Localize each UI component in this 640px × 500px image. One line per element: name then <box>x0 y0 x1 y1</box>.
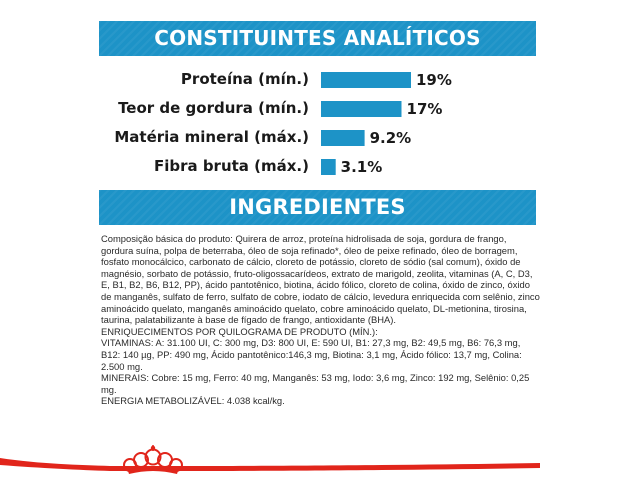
ingredients-title-banner: INGREDIENTES <box>99 190 536 225</box>
category-label: Matéria mineral (máx.) <box>114 128 309 146</box>
category-label: Fibra bruta (máx.) <box>153 157 309 175</box>
data-bar <box>321 101 402 117</box>
analytics-title-banner: CONSTITUINTES ANALÍTICOS <box>99 21 536 56</box>
category-label: Teor de gordura (mín.) <box>118 99 309 117</box>
data-bar <box>321 159 336 175</box>
crown-lobe <box>170 459 182 471</box>
value-label: 19% <box>416 71 452 89</box>
vitamins-line: VITAMINAS: A: 31.100 UI, C: 300 mg, D3: 800 UI, E: 590 UI, B1: 27,3 mg, B2: 49,5 mg, B6: 76,3 mg, B12: 140 µg, PP: 490 mg, Ácido pantotênico:146,3 mg, Biotina: 3,1 mg, Ácido fólico: 13,7 mg, Colina: 2.500 mg. <box>101 337 522 372</box>
value-label: 3.1% <box>340 158 383 176</box>
royal-crown-logo <box>120 445 186 475</box>
data-bar <box>321 130 365 146</box>
ingredients-composition: Composição básica do produto: Quirera de arroz, proteína hidrolisada de soja, gordura de frango, gordura suína, polpa de beterraba, óleo de soja refinado*, óleo de peixe refinado, óleo de borragem, fosfato monocálcico, carbonato de cálcio, cloreto de potássio, cloreto de sódio (sal comum), óxido de magnésio, sorbato de potássio, fruto-oligossacarídeos, extrato de marigold, zeolita, vitaminas (A, C, D3, E, B1, B2, B6, B12, PP), ácido pantotênico, biotina, ácido fólico, cloreto de colina, óxido de zinco, óxido de manganês, sulfato de ferro, sulfato de cobre, iodato de cálcio, levedura enriquecida com selênio, zinco aminoácido quelato, manganês aminoácido quelato, cobre aminoácido quelato, DL-metionina, tirosina, taurina, palatabilizante à base de fígado de frango, antioxidante (BHA). <box>101 233 540 326</box>
enrichment-header: ENRIQUECIMENTOS POR QUILOGRAMA DE PRODUTO (MÍN.): <box>101 325 378 337</box>
value-label: 9.2% <box>369 129 412 147</box>
minerals-line: MINERAIS: Cobre: 15 mg, Ferro: 40 mg, Manganês: 53 mg, Iodo: 3,6 mg, Zinco: 192 mg, Selênio: 0,25 mg. <box>101 372 530 395</box>
value-label: 17% <box>406 100 443 118</box>
footer-red-band <box>0 458 640 498</box>
data-bar <box>321 72 411 88</box>
red-band-shape <box>0 458 540 471</box>
energy-line: ENERGIA METABOLIZÁVEL: 4.038 kcal/kg. <box>101 395 285 407</box>
ingredients-text-block <box>101 233 541 407</box>
analytics-bar-chart <box>0 60 640 185</box>
category-label: Proteína (mín.) <box>180 70 309 88</box>
